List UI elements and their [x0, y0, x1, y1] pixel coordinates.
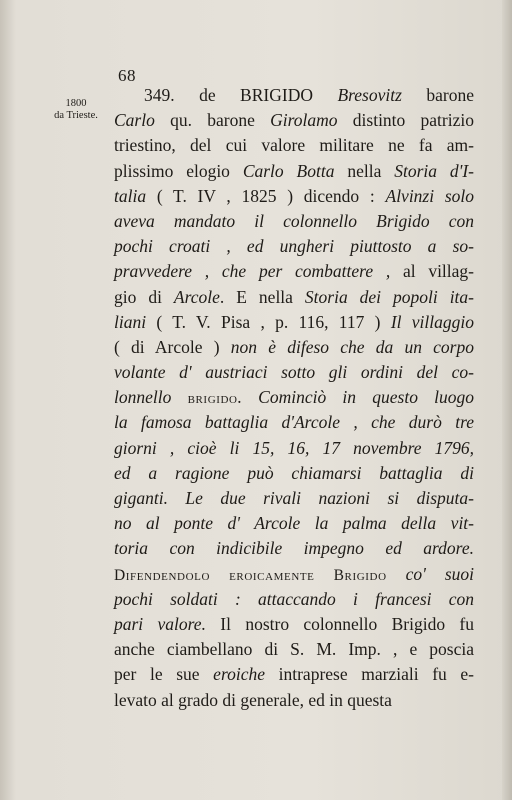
- italic-text: aveva mandato il colonnello Brigido con: [114, 210, 474, 231]
- small-caps-text: Difendendolo eroicamente Brigido: [114, 566, 387, 584]
- margin-note-year: 1800: [65, 98, 87, 109]
- text-line: [114, 335, 474, 360]
- italic-text: pari valore.: [114, 613, 206, 634]
- italic-text: Arcole: [173, 286, 220, 307]
- page-number: 68: [118, 66, 136, 85]
- italic-text: giorni , cioè li 15, 16, 17 novembre 1796,: [114, 437, 474, 458]
- italic-text: Girolamo: [270, 110, 338, 131]
- italic-text: la famosa battaglia d'Arcole , che durò tre: [114, 412, 474, 433]
- text-segment: plissimo elogio: [114, 160, 243, 181]
- text-line: [114, 562, 474, 587]
- text-segment: Il nostro colonnello Brigido fu: [205, 613, 474, 634]
- italic-text: Storia d'I-: [394, 160, 475, 181]
- italic-text: volante d' austriaci sotto gli ordini del co-: [114, 362, 474, 383]
- text-line: [114, 436, 474, 461]
- italic-text: Il villaggio: [390, 311, 475, 332]
- text-segment: barone: [401, 85, 474, 105]
- text-segment: 349. de BRIGIDO: [144, 85, 338, 105]
- text-line: [114, 133, 474, 158]
- margin-note-place: da Trieste.: [54, 110, 98, 121]
- italic-text: pochi soldati : attaccando i francesi con: [114, 588, 474, 609]
- body-text: [114, 83, 474, 713]
- text-segment: ( T. IV , 1825 ) dicendo :: [146, 185, 386, 206]
- text-line: [114, 108, 474, 133]
- margin-note: [46, 98, 106, 122]
- italic-text: lonnello: [114, 387, 188, 408]
- text-segment: ( T. V. Pisa , p. 116, 117 ): [146, 311, 391, 332]
- text-line: [114, 259, 474, 284]
- italic-text: pravvedere , che per combattere ,: [114, 261, 391, 282]
- text-line: [114, 587, 474, 612]
- text-line: [114, 385, 474, 410]
- text-segment: qu. barone: [154, 110, 271, 131]
- text-line: [114, 159, 474, 184]
- italic-text: Alvinzi solo: [385, 185, 474, 206]
- text-line: [114, 184, 474, 209]
- italic-text: giganti. Le due rivali nazioni si disputa-: [114, 488, 474, 508]
- italic-text: eroiche: [213, 664, 265, 685]
- text-segment: triestino, del cui valore militare ne fa am-: [114, 135, 474, 156]
- small-caps-text: brigido: [187, 390, 238, 408]
- text-line: [114, 310, 474, 335]
- text-line: [114, 234, 474, 259]
- italic-text: talia: [114, 185, 147, 206]
- italic-text: co' suoi: [386, 563, 474, 584]
- text-line: [114, 461, 474, 486]
- text-segment: levato al grado di generale, ed in questa: [114, 689, 392, 710]
- italic-text: liani: [114, 311, 147, 332]
- text-segment: . E nella: [219, 286, 305, 307]
- text-line: [114, 285, 474, 310]
- text-line: [114, 410, 474, 435]
- text-line: [114, 637, 474, 662]
- italic-text: pochi croati , ed ungheri piuttosto a so-: [114, 236, 474, 257]
- text-segment: ( di Arcole ): [114, 336, 231, 357]
- text-segment: gio di: [114, 286, 174, 307]
- italic-text: toria con indicibile impegno ed ardore.: [114, 538, 474, 559]
- text-segment: anche ciambellano di S. M. Imp. , e poscia: [114, 639, 474, 660]
- text-line: [114, 486, 474, 511]
- text-segment: al villag-: [390, 261, 474, 282]
- text-segment: nella: [334, 160, 395, 181]
- italic-text: . Cominciò in questo luogo: [237, 387, 474, 408]
- text-line: [114, 511, 474, 536]
- text-line: [114, 209, 474, 234]
- text-line: [114, 536, 474, 561]
- text-segment: distinto patrizio: [337, 110, 474, 131]
- italic-text: ed a ragione può chiamarsi battaglia di: [114, 462, 474, 483]
- text-line: [114, 360, 474, 385]
- italic-text: Storia dei popoli ita-: [304, 286, 474, 307]
- italic-text: Bresovitz: [337, 85, 402, 105]
- text-line: [114, 612, 474, 637]
- text-line: [114, 83, 474, 108]
- text-segment: per le sue: [114, 664, 214, 685]
- text-line: [114, 662, 474, 687]
- italic-text: no al ponte d' Arcole la palma della vit-: [114, 513, 474, 534]
- text-line: [114, 688, 474, 713]
- page-gutter-shadow: [502, 0, 512, 800]
- italic-text: Carlo: [114, 110, 155, 131]
- italic-text: non è difeso che da un corpo: [230, 336, 474, 357]
- text-segment: intraprese marziali fu e-: [265, 664, 474, 685]
- italic-text: Carlo Botta: [242, 160, 335, 181]
